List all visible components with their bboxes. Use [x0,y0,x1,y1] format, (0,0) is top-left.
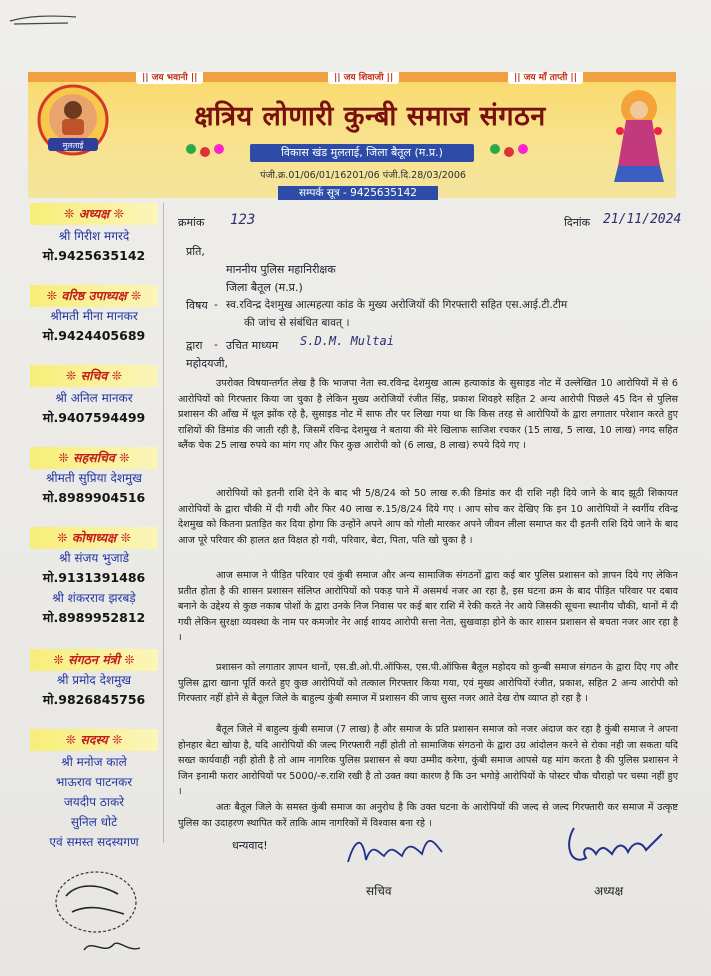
role-secretary: ❊ सचिव ❊ [30,365,158,387]
secretary-name: श्री अनिल मानकर [55,391,133,405]
salutation: महोदयजी, [186,357,228,370]
treasurer-name-1: श्री संजय भुजाडे [58,551,130,565]
secretary-signature [344,822,454,872]
role-organization-minister: ❊ संगठन मंत्री ❊ [30,649,158,671]
treasurer-name-2: श्री शंकरराव झरबड़े [52,591,136,605]
via-text: उचित माध्यम [226,339,279,352]
member-name: भाऊराव पाटनकर [55,775,133,789]
organization-logo [34,82,112,160]
joint-secretary-name: श्रीमती सुप्रिया देशमुख [46,471,142,485]
recipient-line-2: जिला बैतूल (म.प्र.) [226,281,303,294]
slogan-center: || जय शिवाजी || [328,72,399,84]
decorative-ball-icon [490,144,500,154]
role-president: ❊ अध्यक्ष ❊ [30,203,158,225]
paragraph-5: बैतूल जिले में बाहुल्य कुंबी समाज (7 लाख) है और समाज के प्रति प्रशासन समाज को नजर अंदाज कर रहा है कुंबी समाज ने अपना होनहार बेटा खोया है, यदि आरोपियों की जल्द गिरफ्तारी नहीं होती तो सामाजिक संगठनो के द्वारा उग्र आंदोलन करने से रोका नही जा सकता यदि सख्त कार्यवाही नही होती है तो आम नागरिक पुलिस प्रशासन से क्या उम्मीद करेगा, कुंबी समाज आपसे यह मांग करता है की पुलिस प्रशासन ने जिन इनामी फरार आरोपियों पर 5000/-रु.राशि रखी है तो उक्त क्या कारण है कि उन भगोड़े आरोपियों के पोस्टर चौक चौराहो पर चस्पा नहीं हुए । [178,724,678,798]
role-senior-vice-president: ❊ वरिष्ठ उपाध्यक्ष ❊ [30,285,158,307]
role-joint-secretary: ❊ सहसचिव ❊ [30,447,158,469]
decorative-ball-icon [200,147,210,157]
organization-minister-name: श्री प्रमोद देशमुख [56,673,132,687]
organization-minister-phone: मो.9826845756 [42,692,146,707]
secretary-phone: मो.9407594499 [42,410,146,425]
role-treasurer: ❊ कोषाध्यक्ष ❊ [30,527,158,549]
paragraph-4: प्रशासन को लगातार ज्ञापन थानों, एस.डी.ओ.पी.ऑफिस, एस.पी.ऑफिस बैतूल महोदय को कुन्बी समाज संगठन के द्वारा दिए गए और पुलिस द्वारा खाना पूर्ति करते हुए कुछ आरोपियों को तत्काल गिरफ्तार किया गया, एवं मुख्य आरोपियों रंजीत, प्रकाश, सहित 2 अन्य आरोपी को गिरफ्तार नहीं होने से बैतूल जिले के बाहुल्य कुंबी समाज में प्रशासन की जाच सुस्त नजर आते देख रोष व्याप्त हो रहा है । [178,662,678,705]
pen-scribble [8,12,78,26]
paragraph-6: अतः बैतूल जिले के समस्त कुंबी समाज का अनुरोध है कि उक्त घटना के आरोपियों की जल्द से जल्द गिरफ्तारी कर समाज में उत्कृष्ट पुलिस का उदाहरण स्थापित करें ताकि आम नागरिकों में विश्वास बना रहे । [178,802,678,829]
received-stamp [44,860,154,970]
member-name: जयदीप ठाकरे [63,795,125,809]
member-name: एवं समस्त सदस्यगण [49,835,139,849]
recipient-prefix: प्रति, [186,245,205,258]
paragraph-3: आज समाज ने पीड़ित परिवार एवं कुंबी समाज और अन्य सामाजिक संगठनों द्वारा कई बार पुलिस प्रशासन को ज्ञापन दिये गए लेकिन प्रतीत होता है की शासन प्रशासन संलिप्त आरोपियों को पकड़ पाने में असमर्थ नजर आ रहा है, इस घटना क्रम के बाद पीड़ित परिवार पर दबाव बनाने के उद्देश्य से कुछ नकाब पोशों के द्वारा उनके निज निवास पर कई बार राशि में रेकी करते नेर आये जिसकी सूचना स्थानीय चौकी, थानों में दी गयी लेकिन सुरक्षा व्यवस्था के नाम पर कमजोर नेर आई शायद आरोपी सत्ता नेता, सुखवाड़ा होने के कार शासन प्रशासन से बचता नजर आर रहा है । [178,570,678,644]
subject-line-2: की जांच से संबंधित बावत् । [244,317,350,329]
deity-image [608,86,670,186]
letterhead [28,72,676,198]
via-handwritten: S.D.M. Multai [300,334,394,348]
paragraph-1: उपरोक्त विषयान्तर्गत लेख है कि भाजपा नेता स्व.रविन्द्र देशमुख आत्म हत्याकांड के सुसाइड नोट में उल्लेखित 10 आरोपियों में से 6 आरोपियों को गिरफ्तार किया जा चुका है लेकिन मुख्य अरोजियों रंजीत सिंह, प्रकाश शिवहरे सहित 2 अन्य आरोपी पिछले 45 दिन से पुलिस प्रशासन की आँख में धूल झोंक रहे है, सुसाइड नोट में साफ तौर पर लिखा गया था कि किस तरह से आरोपियों के द्वारा लगातार परेशान करते हुए राशियों की डिमांड की जाती रही है, जिसमें रविन्द्र देशमुख ने बताया की मेरे खिलाफ साजिश रचकर (15 लाख, 5 लाख, 10 लाख) नगद सहित ब्लैंक चेक 25 लाख रुपये का मांग गए और फिर कुछ आरोपी को (6 लाख, 8 लाख) रुपये दिये गए । [178,378,678,452]
member-name: सुनिल धोटे [70,815,118,829]
president-signature [560,814,670,874]
senior-vice-president-name: श्रीमती मीना मानकर [50,309,138,323]
decorative-ball-icon [518,144,528,154]
role-members: ❊ सदस्य ❊ [30,729,158,751]
decorative-ball-icon [504,147,514,157]
president-phone: मो.9425635142 [42,248,146,263]
joint-secretary-phone: मो.8989904516 [42,490,146,505]
treasurer-phone-1: मो.9131391486 [42,570,146,585]
sidebar-divider [163,203,164,843]
treasurer-phone-2: मो.8989952812 [42,610,146,625]
date-value: 21/11/2024 [603,212,682,227]
office-bearers-sidebar [30,203,158,943]
subject-line-1: स्व.रविन्द्र देशमुख आत्महत्या कांड के मुख्य अरोजियों की गिरफ्तारी सहित एस.आई.टी.टीम [226,299,568,311]
letter-page: || जय भवानी || || जय शिवाजी || || जय माँ ताप्ती || मुलताई क्षत्रिय लोणारी कुन्बी समाज संगठन विकास खंड मुलताई, जिला बैतूल (म.प्र.) पंजी.क्र.01/06/01/16201/06 पंजी.दि.28/03/2006 सम्पर्क सूत्र - 9425635142 ❊ अध्यक्ष ❊ श्री गिरीश मगरदे मो.9425635142 ❊ वरिष्ठ उपाध्यक्ष ❊ श्रीमती मीना मानकर मो.9424405689 ❊ सचिव ❊ श्री अनिल मानकर मो.9407594499 ❊ सहसचिव ❊ श्रीमती सुप्रिया देशमुख मो.8989904516 ❊ कोषाध्यक्ष ❊ श्री संजय भुजाडे मो.9131391486 श्री शंकरराव झरबड़े मो.8989952812 ❊ संगठन मंत्री ❊ श्री प्रमोद देशमुख मो.9826845756 ❊ सदस्य ❊ श्री मनोज काले भाऊराव पाटनकर जयदीप ठाकरे सुनिल धोटे एवं समस्त सदस्यगण क्रमांक 123 दिनांक 21/11/2024 प्रति, माननीय पुलिस महानिरीक्षक जिला बैतूल (म.प्र.) विषय - स्व.रविन्द्र देशमुख आत्महत्या कांड के मुख्य अरोजियों की गिरफ्तारी सहित एस.आई.टी.टीम की जांच से संबंधित बावत् । द्वारा - उचित माध्यम S.D.M. Multai महोदयजी, उपरोक्त विषयान्तर्गत लेख है कि भाजपा नेता स्व.रविन्द्र देशमुख आत्म हत्याकांड के सुसाइड नोट में उल्लेखित 10 आरोपियों में से 6 आरोपियों को गिरफ्तार किया जा चुका है लेकिन मुख्य अरोजियों रंजीत सिंह, प्रकाश शिवहरे सहित 2 अन्य आरोपी पिछले 45 दिन से पुलिस प्रशासन की आँख में धूल झोंक रहे है, सुसाइड नोट में साफ तौर पर लिखा गया था कि किस तरह से आरोपियों के द्वारा लगातार परेशान करते हुए राशियों की डिमांड की जाती रही है, जिसमें रविन्द्र देशमुख ने बताया की मेरे खिलाफ साजिश रचकर (15 लाख, 5 लाख, 10 लाख) नगद सहित ब्लैंक चेक 25 लाख रुपये का मांग गए और फिर कुछ आरोपी को (6 लाख, 8 लाख) रुपये दिये गए । आरोपियों को इतनी राशि देने के बाद भी 5/8/24 को 50 लाख रु.की डिमांड कर दी राशि नही दिये जाने के बाद झूठी शिकायत आरोपियों के द्वारा चौकी में दी गयी और फिर 40 लाख रु.15/8/24 दिये गए । आप सोच कर देखिए कि इन 10 आरोपियों ने स्वर्गीय रविन्द्र देशमुख को कितना प्रताड़ित कर दिया होगा कि उन्होंने अपने आप को गोली मारकर अपने जीवन लीला समाप्त कर दी इतनी राशि दिये जाने के बाद आज पूरे परिवार की हालत क्षत विक्षत हो गयी, परिवार, बेटा, पिता, पति खो चुका है । आज समाज ने पीड़ित परिवार एवं कुंबी समाज और अन्य सामाजिक संगठनों द्वारा कई बार पुलिस प्रशासन को ज्ञापन दिये गए लेकिन प्रतीत होता है की शासन प्रशासन संलिप्त आरोपियों को पकड़ पाने में असमर्थ नजर आ रहा है, इस घटना क्रम के बाद पीड़ित परिवार पर दबाव बनाने के उद्देश्य से कुछ नकाब पोशों के द्वारा उनके निज निवास पर कई बार राशि में रेकी करते नेर आये जिसकी सूचना स्थानीय चौकी, थानों में दी गयी लेकिन सुरक्षा व्यवस्था के नाम पर कमजोर नेर आई शायद आरोपी सत्ता नेता, सुखवाड़ा होने के कार शासन प्रशासन से बचता नजर आर रहा है । प्रशासन को लगातार ज्ञापन थानों, एस.डी.ओ.पी.ऑफिस, एस.पी.ऑफिस बैतूल महोदय को कुन्बी समाज संगठन के द्वारा दिए गए और पुलिस द्वारा खाना पूर्ति करते हुए कुछ आरोपियों को तत्काल गिरफ्तार किया गया, एवं मुख्य आरोपियों रंजीत, प्रकाश, सहित 2 अन्य आरोपी को गिरफ्तार नहीं होने से बैतूल जिले के बाहुल्य कुंबी समाज में प्रशासन की जाच सुस्त नजर आते देख रोष व्याप्त हो रहा है । बैतूल जिले में बाहुल्य कुंबी समाज (7 लाख) है और समाज के प्रति प्रशासन समाज को नजर अंदाज कर रहा है कुंबी समाज ने अपना होनहार बेटा खोया है, यदि आरोपियों की जल्द गिरफ्तारी नहीं होती तो सामाजिक संगठनो के द्वारा उग्र आंदोलन करने से रोका नही जा सकता यदि सख्त कार्यवाही नही होती है तो आम नागरिक पुलिस प्रशासन से क्या उम्मीद करेगा, कुंबी समाज आपसे यह मांग करता है की पुलिस प्रशासन ने जिन इनामी फरार आरोपियों पर 5000/-रु.राशि रखी है तो उक्त क्या कारण है कि उन भगोड़े आरोपियों के पोस्टर चौक चौराहो पर चस्पा नहीं हुए । अतः बैतूल जिले के समस्त कुंबी समाज का अनुरोध है कि उक्त घटना के आरोपियों की जल्द से जल्द गिरफ्तारी कर समाज में उत्कृष्ट पुलिस का उदाहरण स्थापित करें ताकि आम नागरिकों में विश्वास बना रहे । धन्यवाद! सचिव अध्यक्ष [0,0,711,976]
president-name: श्री गिरीश मगरदे [58,229,130,243]
logo-text: मुलताई [62,141,84,150]
registration-number: पंजी.क्र.01/06/01/16201/06 पंजी.दि.28/03/2006 [260,170,466,181]
senior-vice-president-phone: मो.9424405689 [42,328,146,343]
thanks-text: धन्यवाद! [232,839,268,852]
contact-number: सम्पर्क सूत्र - 9425635142 [278,186,438,200]
slogan-left: || जय भवानी || [136,72,203,84]
reference-number: 123 [230,212,256,228]
decorative-ball-icon [186,144,196,154]
date-label: दिनांक [564,216,591,229]
organization-title: क्षत्रिय लोणारी कुन्बी समाज संगठन [194,101,546,132]
header-subtitle: विकास खंड मुलताई, जिला बैतूल (म.प्र.) [250,144,474,162]
president-label: अध्यक्ष [594,884,624,898]
paragraph-2: आरोपियों को इतनी राशि देने के बाद भी 5/8/24 को 50 लाख रु.की डिमांड कर दी राशि नही दिये जाने के बाद झूठी शिकायत आरोपियों के द्वारा चौकी में दी गयी और फिर 40 लाख रु.15/8/24 दिये गए । आप सोच कर देखिए कि इन 10 आरोपियों ने स्वर्गीय रविन्द्र देशमुख को कितना प्रताड़ित कर दिया होगा कि उन्होंने अपने आप को गोली मारकर अपने जीवन लीला समाप्त कर दी इतनी राशि दिये जाने के बाद आज पूरे परिवार की हालत क्षत विक्षत हो गयी, परिवार, बेटा, पिता, पति खो चुका है । [178,488,678,546]
reference-label: क्रमांक [178,216,205,229]
recipient-line-1: माननीय पुलिस महानिरीक्षक [226,263,336,276]
subject-label: विषय [186,299,208,312]
via-label: द्वारा [186,339,203,352]
slogan-right: || जय माँ ताप्ती || [508,72,583,84]
decorative-ball-icon [214,144,224,154]
member-name: श्री मनोज काले [61,755,127,769]
secretary-label: सचिव [366,884,392,898]
